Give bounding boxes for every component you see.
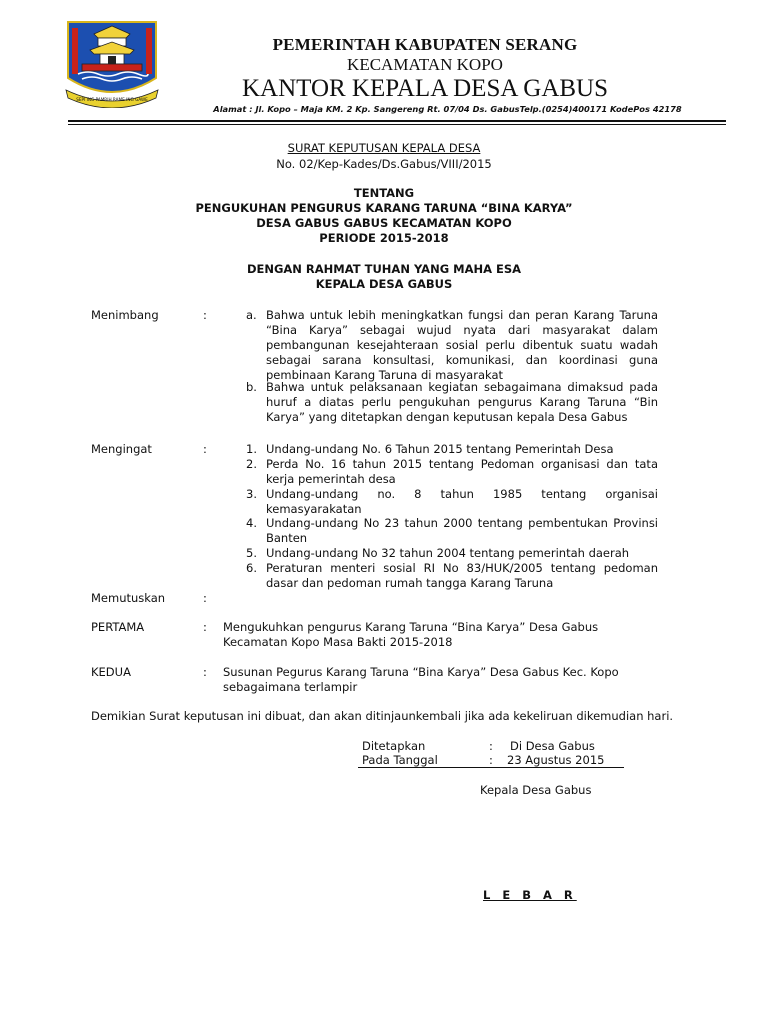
decree-title: SURAT KEPUTUSAN KEPALA DESA [287,141,481,155]
mengingat-label: Mengingat [91,442,152,456]
list-marker: 4. [246,516,257,530]
menimbang-colon: : [203,308,207,322]
signer-name: L E B A R [483,888,577,902]
office-title: KANTOR KEPALA DESA GABUS [241,75,609,102]
memutuskan-label: Memutuskan [91,591,166,605]
grace-line-1: DENGAN RAHMAT TUHAN YANG MAHA ESA [246,262,522,276]
list-marker: 1. [246,442,257,456]
mengingat-item-1: Undang-undang No. 6 Tahun 2015 tentang Pemerintah Desa [266,442,614,456]
list-marker: a. [246,308,257,322]
mengingat-item-5: Undang-undang No 32 tahun 2004 tentang pemerintah daerah [266,546,630,560]
ditetapkan-label: Ditetapkan [362,739,426,753]
pertama-colon: : [203,620,207,634]
closing-paragraph: Demikian Surat keputusan ini dibuat, dan akan ditinjaunkembali jika ada kekeliruan dikemudian hari. [91,709,674,723]
tentang-heading: TENTANG [353,186,415,200]
government-line: PEMERINTAH KABUPATEN SERANG [272,35,578,54]
tanggal-value: 23 Agustus 2015 [507,753,605,767]
list-marker: 6. [246,561,257,575]
list-marker: 3. [246,487,257,501]
mengingat-item-2: Perda No. 16 tahun 2015 tentang Pedoman organisasi dan tata kerja pemerintah desa [266,457,658,486]
letterhead-rule-thin [68,124,726,125]
office-address: Alamat : Jl. Kopo – Maja KM. 2 Kp. Sangereng Rt. 07/04 Ds. GabusTelp.(0254)400171 KodePos 42178 [213,104,682,114]
menimbang-label: Menimbang [91,308,159,322]
kedua-colon: : [203,665,207,679]
menimbang-item-b: Bahwa untuk pelaksanaan kegiatan sebagaimana dimaksud pada huruf a diatas perlu pengukuhan pengurus Karang Taruna “Bin Karya” yang ditetapkan dengan keputusan kepala Desa Gabus [266,380,658,424]
list-marker: 5. [246,546,257,560]
tanggal-label: Pada Tanggal [362,753,438,767]
tanggal-colon: : [489,753,493,767]
grace-line-2: KEPALA DESA GABUS [315,277,453,291]
pertama-label: PERTAMA [91,620,145,634]
mengingat-item-3: Undang-undang no. 8 tahun 1985 tentang organisai kemasyarakatan [266,487,658,516]
kedua-text: Susunan Pegurus Karang Taruna “Bina Karya” Desa Gabus Kec. Kopo sebagaimana terlampir [223,665,619,694]
subdistrict-line: KECAMATAN KOPO [347,55,503,74]
subject-line-1: PENGUKUHAN PENGURUS KARANG TARUNA “BINA KARYA” [195,201,573,215]
subject-line-3: PERIODE 2015-2018 [319,231,449,245]
ditetapkan-colon: : [489,739,493,753]
regency-logo [64,20,160,108]
kedua-label: KEDUA [91,665,131,679]
mengingat-colon: : [203,442,207,456]
mengingat-item-6: Peraturan menteri sosial RI No 83/HUK/2005 tentang pedoman dasar dan pedoman rumah tangga Karang Taruna [266,561,658,590]
signature-date-rule [358,767,624,768]
pertama-text: Mengukuhkan pengurus Karang Taruna “Bina Karya” Desa Gabus Kecamatan Kopo Masa Bakti 2015-2018 [223,620,599,649]
ditetapkan-value: Di Desa Gabus [510,739,595,753]
letterhead-rule-thick [68,120,726,122]
menimbang-item-a: Bahwa untuk lebih meningkatkan fungsi dan peran Karang Taruna “Bina Karya” sebagai wujud nyata dari masyarakat dalam pembangunan kesejahteraan sosial perlu dibentuk suatu wadah sebagai sarana konsultasi, komunikasi, dan koordinasi guna pembinaan Karang Taruna di masyarakat [266,308,658,382]
memutuskan-colon: : [203,591,207,605]
mengingat-item-4: Undang-undang No 23 tahun 2000 tentang pembentukan Provinsi Banten [266,516,658,545]
list-marker: b. [246,380,257,394]
logo-motto: SEPI ING PAMRIH RAME ING GAWE [76,97,148,102]
signer-position: Kepala Desa Gabus [480,783,592,797]
decree-number: No. 02/Kep-Kades/Ds.Gabus/VIII/2015 [276,157,492,171]
subject-line-2: DESA GABUS GABUS KECAMATAN KOPO [256,216,512,230]
list-marker: 2. [246,457,257,471]
